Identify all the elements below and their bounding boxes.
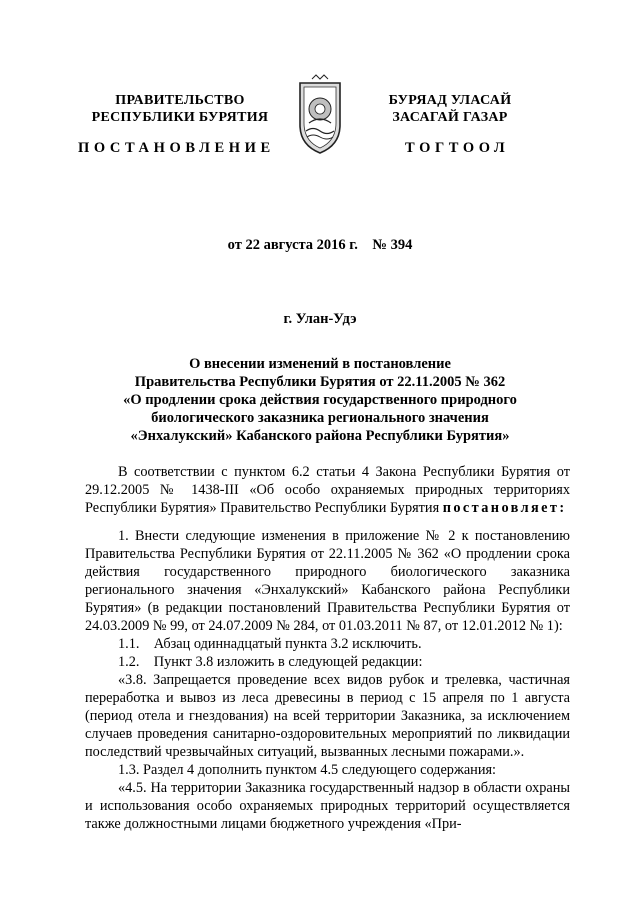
government-name-buryat-line1: БУРЯАД УЛАСАЙ [388,93,512,108]
title-line: «Энхалукский» Кабанского района Республики Бурятия» [130,428,510,444]
title-line: Правительства Республики Бурятия от 22.11.2005 № 362 [134,374,506,390]
item-1-2-paragraph: 1.2. Пункт 3.8 изложить в следующей редакции: [118,654,423,670]
date-and-number: от 22 августа 2016 г. № 394 [227,237,413,253]
quote-3-8-paragraph: «3.8. Запрещается проведение всех видов рубок и трелевка, частичная переработка и вывоз из леса древесины в период с 15 апреля по 1 августа (период отела и гнездования) на всей территории Заказника, за исключением случаев проведения санитарно-оздоровительных мероприятий по ликвидации последствий чрезвычайных ситуаций, вызванных лесными пожарами.». [85,672,570,760]
city-name: г. Улан-Удэ [283,311,357,327]
preamble-text: В соответствии с пунктом 6.2 статьи 4 Закона Республики Бурятия от 29.12.2005 № 1438-III «Об особо охраняемых природных территориях Республики Бурятия» Правительство Республики Бурятия [85,464,570,516]
doc-type-buryat: ТОГТООЛ [405,140,510,156]
government-name-line2: РЕСПУБЛИКИ БУРЯТИЯ [91,110,269,125]
item-1-3-paragraph: 1.3. Раздел 4 дополнить пунктом 4.5 следующего содержания: [118,762,497,778]
title-line: О внесении изменений в постановление [189,356,451,372]
doc-type-russian: ПОСТАНОВЛЕНИЕ [78,140,275,156]
preamble-paragraph: В соответствии с пунктом 6.2 статьи 4 Закона Республики Бурятия от 29.12.2005 № 1438-III «Об особо охраняемых природных территориях Республики Бурятия» Правительство Республики Бурятия постановляет: [85,464,570,516]
document-body [85,463,570,833]
header-left [90,92,270,126]
document-title [80,355,560,445]
emblem-icon [296,73,344,157]
government-name-buryat-line2: ЗАСАГАЙ ГАЗАР [392,110,508,125]
government-name-line1: ПРАВИТЕЛЬСТВО [115,93,245,108]
item-1-paragraph: 1. Внести следующие изменения в приложение № 2 к постановлению Правительства Республики Бурятия от 22.11.2005 № 362 «О продлении срока действия государственного природного биологического заказника регионального значения «Энхалукский» Кабанского района Республики Бурятия» (в редакции постановлений Правительства Республики Бурятия от 24.03.2009 № 99, от 24.07.2009 № 284, от 01.03.2011 № 87, от 12.01.2012 № 1): [85,528,570,634]
header-right [365,92,535,126]
preamble-action-word: постановляет [442,500,560,516]
title-line: биологического заказника регионального значения [151,410,489,426]
quote-4-5-paragraph: «4.5. На территории Заказника государственный надзор в области охраны и использования особо охраняемых природных территорий осуществляется также должностными лицами бюджетного учреждения «При- [85,780,570,832]
title-line: «О продлении срока действия государственного природного [123,392,517,408]
item-1-1-paragraph: 1.1. Абзац одиннадцатый пункта 3.2 исключить. [118,636,422,652]
